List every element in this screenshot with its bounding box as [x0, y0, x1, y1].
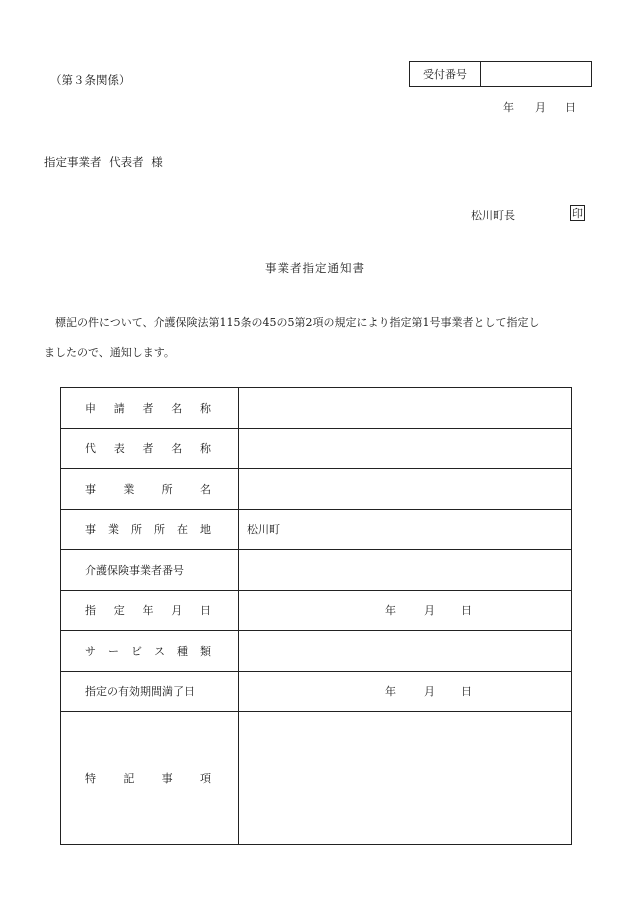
table-row-office-address: [61, 509, 572, 550]
office-address-label-char: 在: [177, 523, 188, 537]
service-type-label-char: 種: [177, 644, 188, 658]
office-address-label-char: 地: [200, 523, 211, 537]
insurance-provider-number-label: [61, 550, 239, 591]
office-address-label-char: 業: [108, 523, 119, 537]
special-notes-label-char: 特: [85, 772, 96, 785]
designation-date-label-char: 年: [142, 604, 154, 618]
special-notes-label: [61, 712, 239, 845]
special-notes-label-char: 記: [123, 772, 135, 785]
office-name-label-char: 業: [123, 482, 135, 496]
designation-date-label: [61, 590, 239, 631]
notice-body: [44, 308, 604, 368]
designation-date-label-char: 定: [113, 604, 125, 618]
service-type-label-char: サ: [85, 644, 96, 658]
seal-mark: 印: [572, 207, 583, 220]
table-row-special-notes: [61, 712, 572, 845]
applicant-name-label: [61, 388, 239, 429]
service-type-value[interactable]: [239, 631, 572, 672]
designation-date-label-char: 指: [85, 604, 96, 618]
designation-date-label-char: 日: [200, 604, 211, 618]
notice-body-line-1: 標記の件について、介護保険法第115条の45の5第2項の規定により指定第1号事業者として指定し: [55, 316, 540, 329]
notice-body-line-2: ましたので、通知します。: [44, 346, 175, 359]
validity-expiry-date-label-char: 指定の有効期間満了日: [85, 685, 195, 699]
service-type-label-char: ビ: [131, 644, 142, 658]
designation-date-day: 日: [461, 604, 472, 618]
document-title: 事業者指定通知書: [265, 261, 365, 275]
office-address-label: [61, 509, 239, 550]
office-name-value[interactable]: [239, 469, 572, 510]
designation-date-label-char: 月: [171, 604, 183, 618]
article-reference: （第３条関係）: [50, 73, 131, 87]
office-name-label-char: 所: [161, 482, 173, 496]
special-notes-label-char: 事: [161, 772, 173, 785]
office-address-label-char: 所: [131, 523, 142, 537]
designation-date-value[interactable]: [239, 590, 572, 631]
table-row-validity-expiry-date: [61, 671, 572, 712]
designation-info-table: [60, 387, 572, 845]
applicant-name-label-char: 名: [171, 401, 183, 415]
issue-date-year: 年: [503, 101, 514, 114]
office-address-label-char: 所: [154, 523, 165, 537]
representative-name-label-char: 表: [113, 442, 125, 456]
office-address-label-char: 事: [85, 523, 96, 537]
receipt-number-field[interactable]: [481, 62, 591, 86]
applicant-name-label-char: 請: [113, 401, 125, 415]
insurance-provider-number-label-char: 介護保険事業者番号: [85, 563, 184, 577]
table-row-office-name: [61, 469, 572, 510]
service-type-label-char: 類: [200, 644, 211, 658]
designation-date-month: 月: [424, 604, 435, 618]
receipt-number-box: [409, 61, 592, 87]
table-row-service-type: [61, 631, 572, 672]
representative-name-label-char: 者: [142, 442, 154, 456]
issue-date-day: 日: [565, 101, 576, 114]
service-type-label: [61, 631, 239, 672]
representative-name-label-char: 代: [85, 442, 96, 456]
addressee: 指定事業者 代表者 様: [44, 155, 163, 169]
validity-expiry-date-day: 日: [461, 685, 472, 699]
office-address-text: 松川町: [247, 523, 280, 537]
office-name-label-char: 事: [85, 482, 96, 496]
representative-name-value[interactable]: [239, 428, 572, 469]
table-row-designation-date: [61, 590, 572, 631]
validity-expiry-date-year: 年: [385, 685, 396, 699]
insurance-provider-number-value[interactable]: [239, 550, 572, 591]
validity-expiry-date-label: [61, 671, 239, 712]
applicant-name-label-char: 称: [200, 401, 211, 415]
representative-name-label-char: 名: [171, 442, 183, 456]
receipt-number-label: 受付番号: [410, 62, 481, 86]
special-notes-value[interactable]: [239, 712, 572, 845]
representative-name-label-char: 称: [200, 442, 211, 456]
applicant-name-label-char: 者: [142, 401, 154, 415]
table-row-insurance-provider-number: [61, 550, 572, 591]
service-type-label-char: ス: [154, 644, 165, 658]
table-row-applicant-name: [61, 388, 572, 429]
office-name-label: [61, 469, 239, 510]
special-notes-label-char: 項: [199, 772, 211, 785]
office-name-label-char: 名: [199, 482, 211, 496]
representative-name-label: [61, 428, 239, 469]
validity-expiry-date-month: 月: [424, 685, 435, 699]
office-address-value[interactable]: [239, 509, 572, 550]
applicant-name-label-char: 申: [85, 401, 96, 415]
issuer-name: 松川町長: [471, 209, 515, 222]
issue-date-month: 月: [535, 101, 546, 114]
table-row-representative-name: [61, 428, 572, 469]
applicant-name-value[interactable]: [239, 388, 572, 429]
validity-expiry-date-value[interactable]: [239, 671, 572, 712]
designation-date-year: 年: [385, 604, 396, 618]
service-type-label-char: ー: [108, 644, 119, 658]
